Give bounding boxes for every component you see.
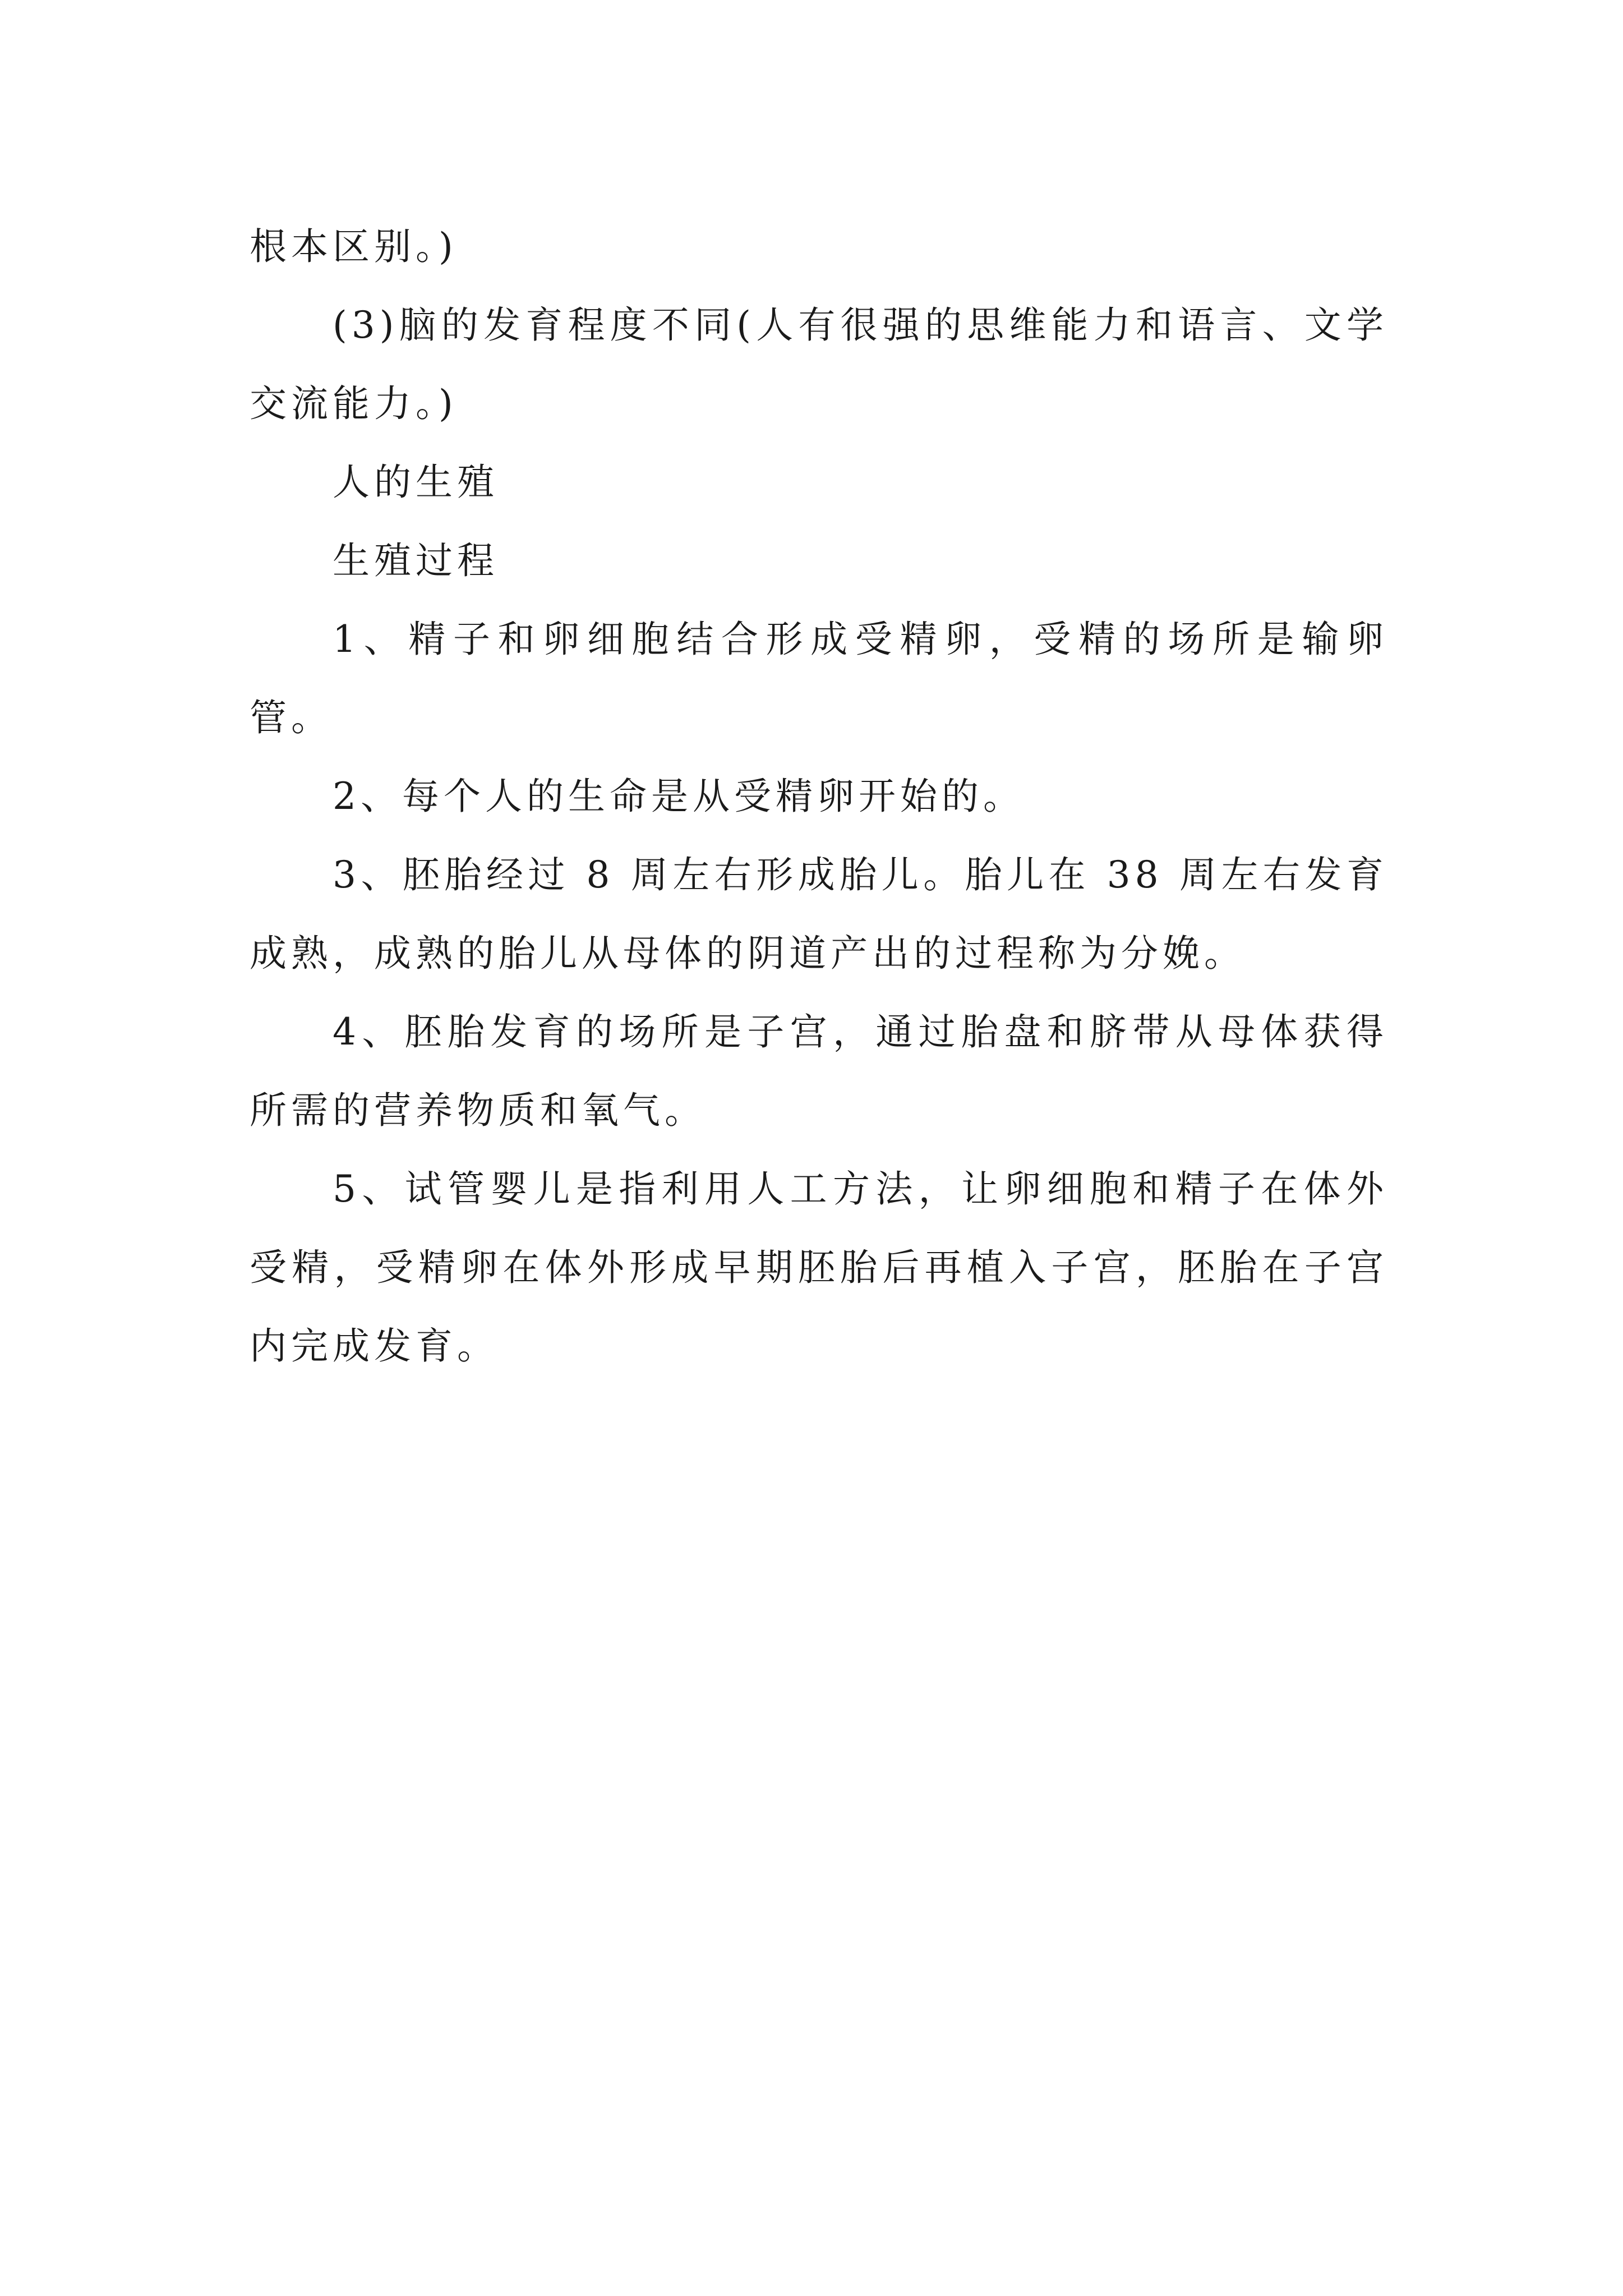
list-item-5: 5、试管婴儿是指利用人工方法，让卵细胞和精子在体外受精，受精卵在体外形成早期胚胎后再植入子宫，胚胎在子宫内完成发育。 bbox=[250, 1167, 1388, 1368]
list-item-2: 2、每个人的生命是从受精卵开始的。 bbox=[333, 775, 1025, 818]
list-item-1: 1、精子和卵细胞结合形成受精卵，受精的场所是输卵管。 bbox=[250, 618, 1388, 739]
paragraph-brain-development: (3)脑的发育程度不同(人有很强的思维能力和语言、文学交流能力。) bbox=[250, 303, 1388, 425]
list-item-4: 4、胚胎发育的场所是子宫，通过胎盘和脐带从母体获得所需的营养物质和氧气。 bbox=[250, 1010, 1388, 1132]
heading-human-reproduction: 人的生殖 bbox=[333, 461, 499, 504]
document-body bbox=[250, 208, 1388, 1386]
list-item-3: 3、胚胎经过 8 周左右形成胎儿。胎儿在 38 周左右发育成熟，成熟的胎儿从母体的阴道产出的过程称为分娩。 bbox=[250, 853, 1388, 975]
heading-reproduction-process: 生殖过程 bbox=[333, 539, 499, 582]
paragraph-continuation: 根本区别。) bbox=[250, 225, 458, 268]
